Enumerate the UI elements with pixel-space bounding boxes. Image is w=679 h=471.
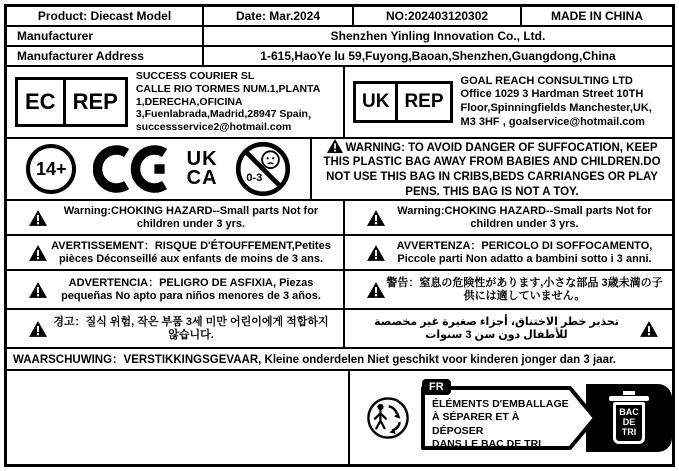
ec-rep-badge-left: EC xyxy=(18,80,66,124)
warning-text: ADVERTENCIA：PELIGRO DE ASFIXIA, Piezas pequeñas No apto para niños menores de 3 años. xyxy=(61,276,321,302)
warning-text: AVVERTENZA：PERICOLO DI SOFFOCAMENTO, Piccole parti Non adatto a bambini sotto i 3 anni. xyxy=(396,239,653,265)
conformity-marks-cell xyxy=(7,139,312,199)
ec-rep-line: 1,DERECHA,OFICINA xyxy=(135,95,243,108)
choking-warning-en-left xyxy=(7,201,345,234)
warning-triangle-icon xyxy=(29,210,47,226)
ukca-mark-icon xyxy=(187,150,218,188)
ec-rep-address xyxy=(136,70,321,134)
suffocation-warning-text: WARNING: TO AVOID DANGER OF SUFFOCATION, KEEP THIS PLASTIC BAG AWAY FROM BABIES AND CHILDREN.DO NOT USE THIS BAG IN CRIBS,BEDS CARRIANGES OR PLAY PENS. THIS BAG IS NOT A TOY. xyxy=(323,141,661,198)
age-14plus-badge-icon: 14+ xyxy=(26,144,76,194)
uk-rep-line: GOAL REACH CONSULTING LTD xyxy=(460,74,633,87)
bin-label-line: BAC xyxy=(619,407,639,418)
manufacturer-label: Manufacturer xyxy=(7,27,204,45)
choking-warning-it xyxy=(345,236,672,269)
uk-rep-address xyxy=(461,75,652,130)
serial-number-field: NO:202403120302 xyxy=(354,7,522,25)
recycling-banner xyxy=(420,382,672,454)
choking-warning-ar xyxy=(345,310,672,347)
choking-warning-ja xyxy=(345,271,672,308)
warning-row-es-ja xyxy=(7,271,672,310)
choking-warning-en-right xyxy=(345,201,672,234)
warning-triangle-icon xyxy=(640,321,658,337)
representatives-row xyxy=(7,67,672,139)
choking-warning-nl xyxy=(7,349,672,371)
bottom-row xyxy=(7,371,672,464)
warning-triangle-icon xyxy=(29,321,47,337)
ec-rep-badge-icon xyxy=(15,77,128,127)
fr-country-tag: FR xyxy=(422,379,451,395)
bac-de-tri-bin-icon xyxy=(607,391,651,444)
warning-row-ko-ar xyxy=(7,310,672,349)
warning-text: 경고：질식 위험, 작은 부품 3세 미만 어린이에게 적합하지 않습니다. xyxy=(53,315,329,341)
marks-row xyxy=(7,139,672,201)
warning-row-en xyxy=(7,201,672,236)
warning-triangle-icon xyxy=(327,139,343,153)
ukca-line2: CA xyxy=(186,167,218,189)
warning-triangle-icon xyxy=(29,282,47,298)
age-range-text: 0-3 xyxy=(245,172,263,185)
uk-rep-line: Office 1029 3 Hardman Street 10TH xyxy=(460,88,644,101)
uk-rep-line: M3 3HF , goalservice@hotmail.com xyxy=(460,115,645,128)
suffocation-warning-cell xyxy=(312,139,672,199)
choking-warning-fr xyxy=(7,236,345,269)
choking-warning-es xyxy=(7,271,345,308)
warning-text: AVERTISSEMENT：RISQUE D'ÉTOUFFEMENT,Petites pièces Déconseillé aux enfants de moins de 3 ans. xyxy=(51,239,331,265)
ce-mark-icon xyxy=(93,144,169,194)
ec-rep-badge-right: REP xyxy=(72,89,118,114)
ukca-line1: UK xyxy=(186,148,218,170)
empty-cell xyxy=(7,371,350,464)
warning-triangle-icon xyxy=(367,210,385,226)
manufacturer-address-row xyxy=(7,47,672,67)
warning-text: 警告：窒息の危険性があります,小さな部品 3歳未満の子供には適していません。 xyxy=(386,276,663,302)
age-0-3-prohibition-icon xyxy=(235,141,291,197)
recycling-message-line: À SÉPARER ET À DÉPOSER xyxy=(432,411,520,437)
ec-rep-line: CALLE RIO TORMES NUM.1,PLANTA xyxy=(135,82,321,95)
warning-triangle-icon xyxy=(367,282,385,298)
bin-label-line: DE xyxy=(622,417,636,428)
recycling-cell xyxy=(350,371,672,464)
manufacturer-address-value: 1-615,HaoYe lu 59,Fuyong,Baoan,Shenzhen,Guangdong,China xyxy=(260,49,616,63)
manufacturer-address-label: Manufacturer Address xyxy=(7,47,204,65)
choking-warning-ko xyxy=(7,310,345,347)
uk-rep-cell xyxy=(345,67,672,137)
product-field: Product: Diecast Model xyxy=(7,7,204,25)
ec-rep-line: successservice2@hotmail.com xyxy=(135,121,292,134)
made-in-label: MADE IN CHINA xyxy=(551,9,643,23)
warning-text: Warning:CHOKING HAZARD--Small parts Not for children under 3 yrs. xyxy=(63,204,319,230)
uk-rep-badge-right: REP xyxy=(404,91,444,112)
bin-lid xyxy=(609,396,649,401)
warning-triangle-icon xyxy=(29,245,47,261)
recycling-message xyxy=(432,398,572,453)
manufacturer-name: Shenzhen Yinling Innovation Co., Ltd. xyxy=(330,29,546,43)
date-field: Date: Mar.2024 xyxy=(204,7,354,25)
recycling-message-line: ÉLÉMENTS D'EMBALLAGE xyxy=(432,397,569,410)
warning-text: تحذير خطر الاختناق، أجزاء صغيرة غير مخصصة للأطفال دون سن 3 سنوات xyxy=(374,315,619,341)
ec-rep-line: SUCCESS COURIER SL xyxy=(135,70,255,83)
bin-handle xyxy=(623,391,635,395)
warning-text: WAARSCHUWING：VERSTIKKINGSGEVAAR, Kleine onderdelen Niet geschikt voor kinderen jonger dan 3 jaar. xyxy=(13,354,617,366)
manufacturer-row xyxy=(7,27,672,47)
warning-text: Warning:CHOKING HAZARD--Small parts Not for children under 3 yrs. xyxy=(397,204,652,230)
recycling-message-line: DANS LE BAC DE TRI xyxy=(432,438,542,451)
ec-rep-line: 3,Fuenlabrada,Madrid,28947 Spain， xyxy=(135,108,319,121)
uk-rep-badge-left: UK xyxy=(356,84,398,120)
uk-rep-line: Floor,Spinningfields Manchester,UK, xyxy=(460,102,652,114)
label-frame xyxy=(4,4,675,467)
ec-rep-cell xyxy=(7,67,345,137)
triman-recycling-icon xyxy=(366,388,410,448)
warning-row-fr-it xyxy=(7,236,672,271)
warning-triangle-icon xyxy=(367,245,385,261)
bin-body xyxy=(613,402,645,444)
uk-rep-badge-icon xyxy=(353,81,453,123)
bin-label-line: TRI xyxy=(621,426,637,437)
header-row xyxy=(7,7,672,27)
